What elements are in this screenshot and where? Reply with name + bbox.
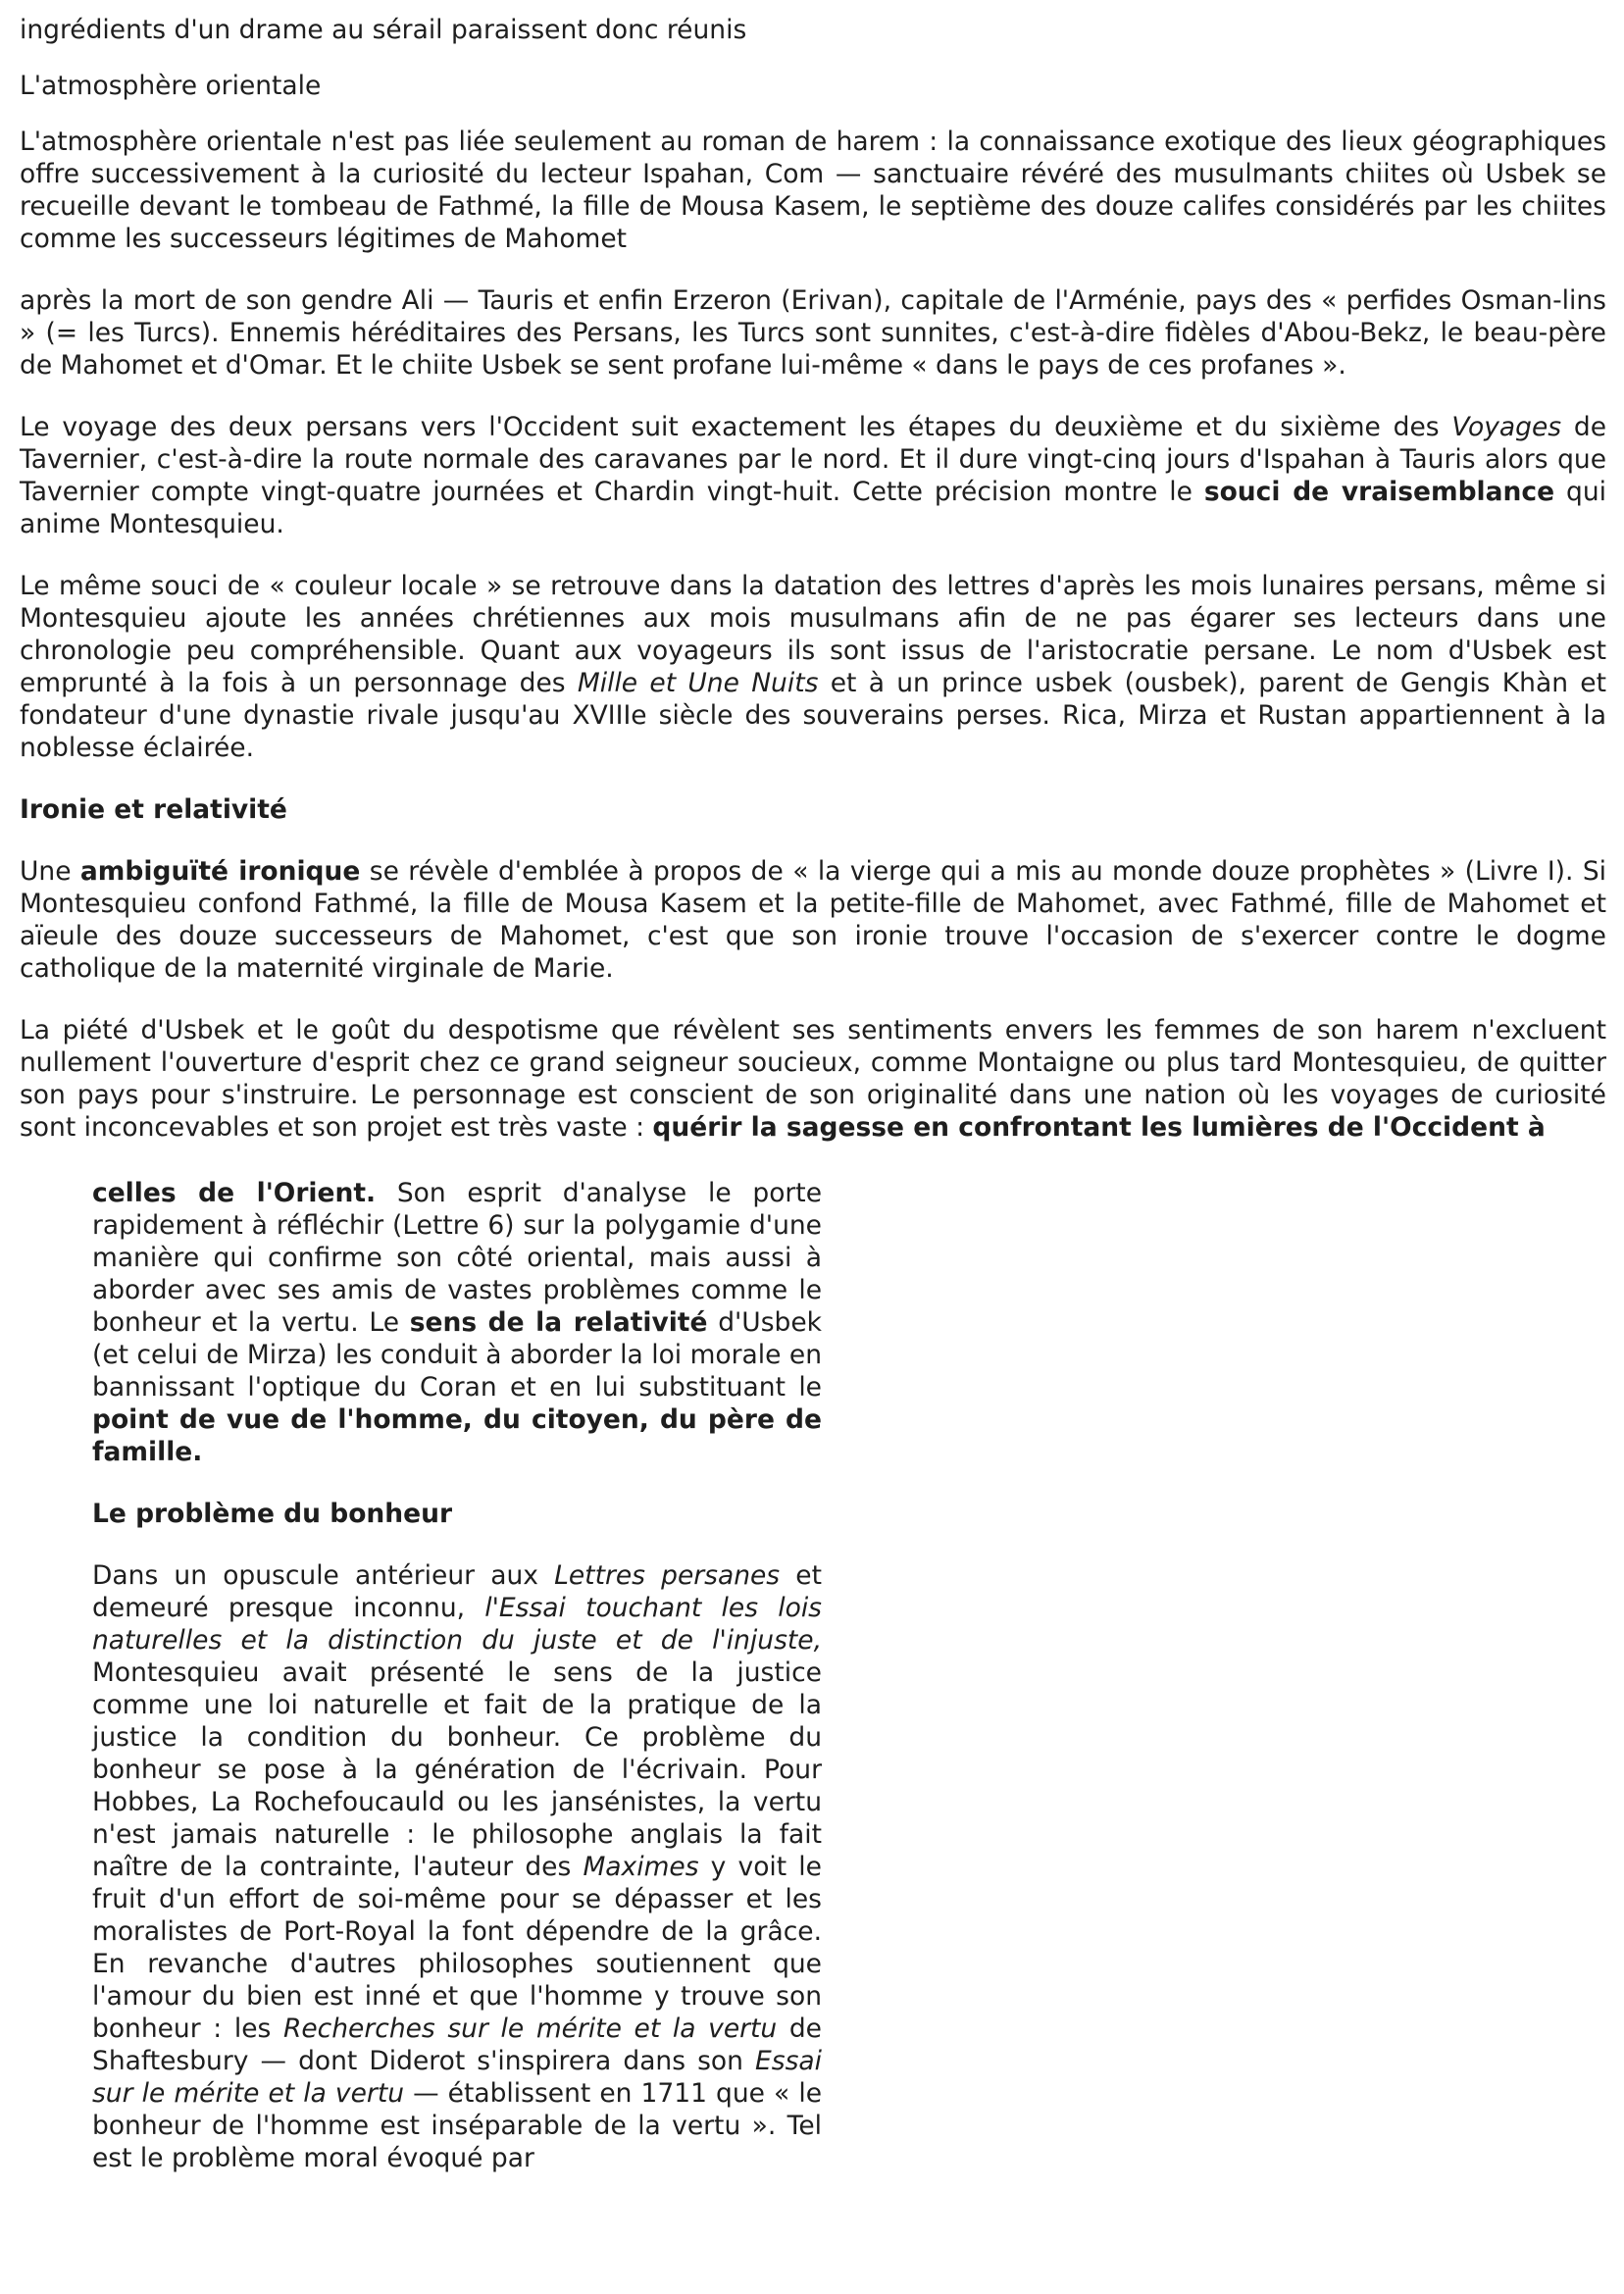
paragraph-couleur-locale: Le même souci de « couleur locale » se retrouve dans la datation des lettres d'après les mois lunaires persans, même si Montesquieu ajoute les années chrétiennes aux mois musulmans afin de ne pas égarer ses lecteurs dans une chronologie peu compréhensible. Quant aux voyageurs ils sont issus de l'aristocratie persane. Le nom d'Usbek est emprunté à la fois à un personnage des Mille et Une Nuits et à un prince usbek (ousbek), parent de Gengis Khàn et fondateur d'une dynastie rivale jusqu'au XVIIIe siècle des souverains perses. Rica, Mirza et Rustan appartiennent à la noblesse éclairée.	[20, 571, 1606, 763]
emphasis-orient: celles de l'Orient.	[92, 1178, 377, 1208]
paragraph-ironie: Une ambiguïté ironique se révèle d'emblée à propos de « la vierge qui a mis au monde douze prophètes » (Livre I). Si Montesquieu confond Fathmé, la fille de Mousa Kasem et la petite-fille de Mahomet, avec Fathmé, fille de Mahomet et aïeule des douze successeurs de Mahomet, c'est que son ironie trouve l'occasion de s'exercer contre le dogme catholique de la maternité virginale de Marie.	[20, 856, 1607, 984]
emphasis-ambiguite: ambiguïté ironique	[79, 856, 361, 887]
book-title-mille-nuits: Mille et Une Nuits	[577, 668, 819, 698]
section-heading-ironie: Ironie et relativité	[20, 794, 287, 825]
paragraph-usbek: La piété d'Usbek et le goût du despotisme que révèlent ses sentiments envers les femmes de son harem n'excluent nullement l'ouverture d'esprit chez ce grand seigneur soucieux, comme Montaigne ou plus tard Montesquieu, de quitter son pays pour s'instruire. Le personnage est conscient de son originalité dans une nation où les voyages de curiosité sont inconcevables et son projet est très vaste : quérir la sagesse en confrontant les lumières de l'Occident à	[20, 1015, 1606, 1143]
intro-line: ingrédients d'un drame au sérail paraissent donc réunis	[20, 15, 747, 45]
section-heading-bonheur: Le problème du bonheur	[92, 1499, 453, 1529]
paragraph-voyage: Le voyage des deux persans vers l'Occident suit exactement les étapes du deuxième et du sixième des Voyages de Tavernier, c'est-à-dire la route normale des caravanes par le nord. Et il dure vingt-cinq jours d'Ispahan à Tauris alors que Tavernier compte vingt-quatre journées et Chardin vingt-huit. Cette précision montre le souci de vraisemblance qui anime Montesquieu.	[20, 412, 1606, 539]
paragraph-bonheur: Dans un opuscule antérieur aux Lettres persanes et demeuré presque inconnu, l'Essai touchant les lois naturelles et la distinction du juste et de l'injuste, Montesquieu avait présenté le sens de la justice comme une loi naturelle et fait de la pratique de la justice la condition du bonheur. Ce problème du bonheur se pose à la génération de l'écrivain. Pour Hobbes, La Rochefoucauld ou les jansénistes, la vertu n'est jamais naturelle : le philosophe anglais la fait naître de la contrainte, l'auteur des Maximes y voit le fruit d'un effort de soi-même pour se dépasser et les moralistes de Port-Royal la font dépendre de la grâce. En revanche d'autres philosophes soutiennent que l'amour du bien est inné et que l'homme y trouve son bonheur : les Recherches sur le mérite et la vertu de Shaftesbury — dont Diderot s'inspirera dans son Essai sur le mérite et la vertu — établissent en 1711 que « le bonheur de l'homme est inséparable de la vertu ». Tel est le problème moral évoqué par	[92, 1560, 823, 2173]
emphasis-point-de-vue: point de vue de l'homme, du citoyen, du père de famille.	[92, 1404, 822, 1467]
emphasis-relativite: sens de la relativité	[409, 1307, 708, 1338]
paragraph-orient: celles de l'Orient. Son esprit d'analyse le porte rapidement à réfléchir (Lettre 6) sur la polygamie d'une manière qui confirme son côté oriental, mais aussi à aborder avec ses amis de vastes problèmes comme le bonheur et la vertu. Le sens de la relativité d'Usbek (et celui de Mirza) les conduit à aborder la loi morale en bannissant l'optique du Coran et en lui substituant le point de vue de l'homme, du citoyen, du père de famille.	[92, 1178, 822, 1467]
book-title-voyages: Voyages	[1451, 412, 1562, 442]
paragraph-itinerary: après la mort de son gendre Ali — Tauris et enfin Erzeron (Erivan), capitale de l'Arménie, pays des « perfides Osman-lins » (= les Turcs). Ennemis héréditaires des Persans, les Turcs sont sunnites, c'est-à-dire fidèles d'Abou-Bekz, le beau-père de Mahomet et d'Omar. Et le chiite Usbek se sent profane lui-même « dans le pays de ces profanes ».	[20, 285, 1606, 381]
paragraph-atmosphere: L'atmosphère orientale n'est pas liée seulement au roman de harem : la connaissance exotique des lieux géographiques offre successivement à la curiosité du lecteur Ispahan, Com — sanctuaire révéré des musulmants chiites où Usbek se recueille devant le tombeau de Fathmé, la fille de Mousa Kasem, le septième des douze califes considérés par les chiites comme les successeurs légitimes de Mahomet	[20, 127, 1606, 254]
emphasis-sagesse: quérir la sagesse en confrontant les lumières de l'Occident à	[652, 1112, 1546, 1143]
section-heading-atmosphere: L'atmosphère orientale	[20, 71, 322, 101]
emphasis-vraisemblance: souci de vraisemblance	[1203, 477, 1555, 507]
